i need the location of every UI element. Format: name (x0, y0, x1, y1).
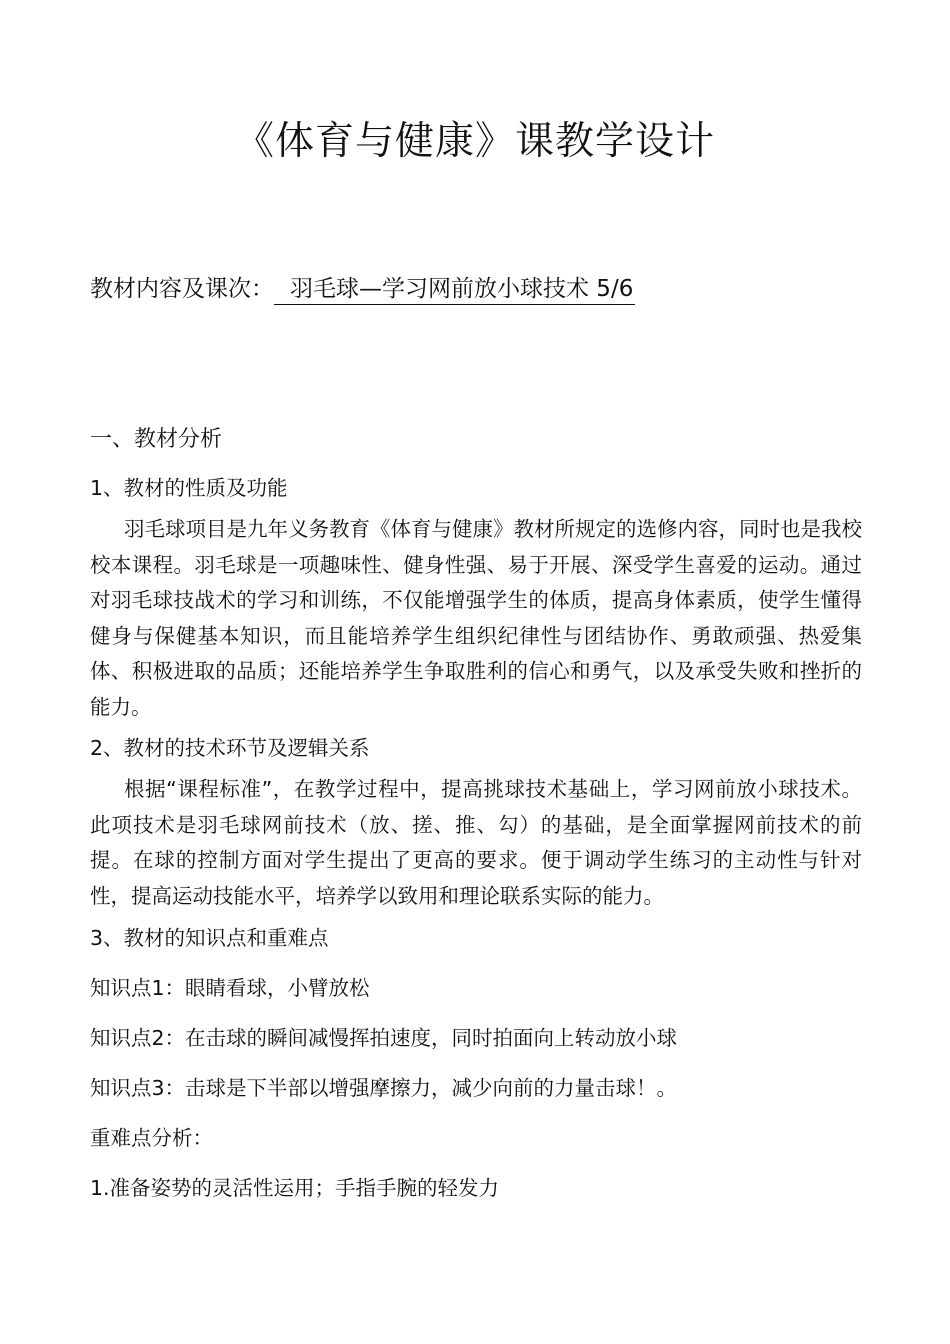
item1-heading: 1、教材的性质及功能 (90, 476, 288, 500)
item1-paragraph: 羽毛球项目是九年义务教育《体育与健康》教材所规定的选修内容，同时也是我校校本课程。羽毛球是一项趣味性、健身性强、易于开展、深受学生喜爱的运动。通过对羽毛球技战术的学习和训练，不仅能增强学生的体质，提高身体素质，使学生懂得健身与保健基本知识，而且能培养学生组织纪律性与团结协作、勇敢顽强、热爱集体、积极进取的品质；还能培养学生争取胜利的信心和勇气，以及承受失败和挫折的能力。 (90, 517, 862, 719)
document-title: 《体育与健康》课教学设计 (234, 119, 715, 164)
subject-line (90, 272, 635, 306)
knowledge-point-1: 知识点1：眼睛看球，小臂放松 (90, 976, 370, 1000)
difficulty-heading: 重难点分析： (90, 1126, 213, 1150)
subject-value: 羽毛球—学习网前放小球技术 5/6 (274, 274, 635, 305)
knowledge-point-2: 知识点2：在击球的瞬间减慢挥拍速度，同时拍面向上转动放小球 (90, 1026, 678, 1050)
difficulty-point-1: 1.准备姿势的灵活性运用；手指手腕的轻发力 (90, 1176, 500, 1200)
item2-heading: 2、教材的技术环节及逻辑关系 (90, 736, 370, 760)
item3-heading: 3、教材的知识点和重难点 (90, 926, 329, 950)
item2-paragraph: 根据“课程标准”，在教学过程中，提高挑球技术基础上，学习网前放小球技术。此项技术是羽毛球网前技术（放、搓、推、勾）的基础，是全面掌握网前技术的前提。在球的控制方面对学生提出了更高的要求。便于调动学生练习的主动性与针对性，提高运动技能水平，培养学以致用和理论联系实际的能力。 (90, 777, 862, 908)
section-heading-textbook-analysis: 一、教材分析 (90, 427, 223, 452)
knowledge-point-3: 知识点3：击球是下半部以增强摩擦力，减少向前的力量击球！。 (90, 1076, 678, 1100)
subject-label: 教材内容及课次： (90, 276, 274, 302)
